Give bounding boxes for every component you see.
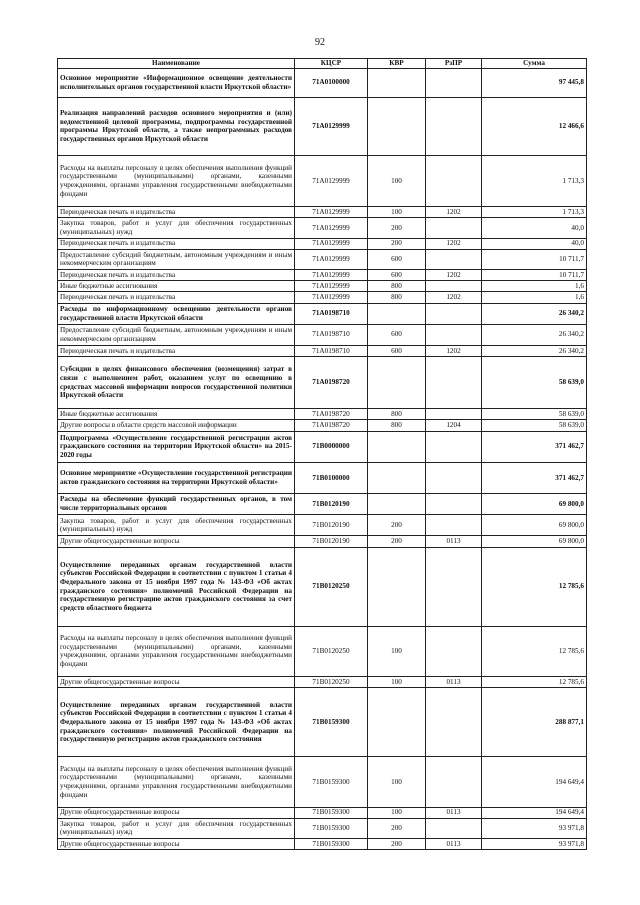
cell-sum: 69 800,0 (482, 536, 587, 547)
table-row (58, 420, 587, 431)
table-row (58, 626, 587, 676)
cell-rzpr: 1202 (426, 207, 482, 218)
cell-name: Другие общегосударственные вопросы (58, 807, 295, 818)
cell-rzpr (426, 431, 482, 462)
cell-kcsr: 71А0100000 (295, 68, 368, 97)
cell-kcsr: 71В0159300 (295, 807, 368, 818)
cell-kvr: 200 (368, 838, 426, 849)
cell-kcsr: 71А0129999 (295, 97, 368, 155)
cell-sum: 40,0 (482, 238, 587, 249)
cell-sum: 58 639,0 (482, 357, 587, 409)
cell-kcsr: 71А0198710 (295, 345, 368, 356)
cell-kvr: 800 (368, 409, 426, 420)
table-row (58, 324, 587, 345)
cell-sum: 26 340,2 (482, 303, 587, 324)
cell-kcsr: 71А0129999 (295, 281, 368, 292)
cell-sum: 194 649,4 (482, 807, 587, 818)
cell-name: Подпрограмма «Осуществление государственной регистрации актов гражданского состояния на территории Иркутской области» на 2015-2020 годы (58, 431, 295, 462)
cell-kcsr: 71А0198720 (295, 420, 368, 431)
cell-name: Периодическая печать и издательства (58, 345, 295, 356)
cell-kcsr: 71А0129999 (295, 292, 368, 303)
cell-rzpr (426, 303, 482, 324)
cell-sum: 288 877,1 (482, 688, 587, 757)
table-row (58, 547, 587, 626)
cell-kvr (368, 431, 426, 462)
cell-kvr: 600 (368, 324, 426, 345)
cell-name: Периодическая печать и издательства (58, 238, 295, 249)
cell-sum: 26 340,2 (482, 324, 587, 345)
cell-name: Расходы на выплаты персоналу в целях обеспечения выполнения функций государственными (муниципальными) органами, казенными учреждениями, органами управления государственными внебюджетными фондами (58, 626, 295, 676)
cell-kvr: 600 (368, 345, 426, 356)
table-row (58, 303, 587, 324)
table-header-row (58, 59, 587, 69)
cell-name: Осуществление переданных органам государственной власти субъектов Российской Федерации в соответствии с пунктом 1 статьи 4 Федерального закона от 15 ноября 1997 года № 143-ФЗ «Об актах гражданского состояния» полномочий Российской Федерации на государственную регистрацию актов гражданского состояния за счет средств областного бюджета (58, 547, 295, 626)
header-sum: Сумма (482, 59, 587, 69)
cell-kcsr: 71В0159300 (295, 688, 368, 757)
cell-sum: 194 649,4 (482, 757, 587, 807)
cell-kcsr: 71В0120190 (295, 536, 368, 547)
cell-rzpr (426, 757, 482, 807)
header-kcsr: КЦСР (295, 59, 368, 69)
cell-rzpr (426, 281, 482, 292)
cell-sum: 69 800,0 (482, 494, 587, 515)
cell-sum: 58 639,0 (482, 409, 587, 420)
cell-kvr: 200 (368, 238, 426, 249)
table-row (58, 292, 587, 303)
cell-rzpr: 1202 (426, 238, 482, 249)
cell-kvr: 800 (368, 292, 426, 303)
table-row (58, 238, 587, 249)
cell-kcsr: 71В0000000 (295, 431, 368, 462)
cell-kcsr: 71В0159300 (295, 838, 368, 849)
header-name: Наименование (58, 59, 295, 69)
cell-kcsr: 71В0120190 (295, 494, 368, 515)
table-row (58, 757, 587, 807)
cell-sum: 69 800,0 (482, 515, 587, 536)
cell-kcsr: 71А0198720 (295, 357, 368, 409)
cell-kvr: 100 (368, 807, 426, 818)
cell-rzpr (426, 97, 482, 155)
header-kvr: КВР (368, 59, 426, 69)
cell-name: Основное мероприятие «Информационное освещение деятельности исполнительных органов государственной власти Иркутской области» (58, 68, 295, 97)
cell-sum: 93 971,8 (482, 838, 587, 849)
table-row (58, 807, 587, 818)
cell-kcsr: 71В0120250 (295, 626, 368, 676)
cell-kvr: 800 (368, 420, 426, 431)
cell-name: Расходы на обеспечение функций государственных органов, в том числе территориальных органов (58, 494, 295, 515)
cell-kcsr: 71А0198710 (295, 324, 368, 345)
cell-sum: 58 639,0 (482, 420, 587, 431)
cell-rzpr: 1202 (426, 269, 482, 280)
table-row (58, 515, 587, 536)
cell-kvr (368, 357, 426, 409)
cell-rzpr (426, 409, 482, 420)
cell-rzpr (426, 357, 482, 409)
cell-kvr: 200 (368, 515, 426, 536)
cell-name: Реализация направлений расходов основного мероприятия и (или) ведомственной целевой программы, подпрограммы государственной программы Иркутской области, а также непрограммных расходов государственных органов Иркутской области (58, 97, 295, 155)
cell-name: Предоставление субсидий бюджетным, автономным учреждениям и иным некоммерческим организациям (58, 324, 295, 345)
table-row (58, 494, 587, 515)
cell-name: Расходы на выплаты персоналу в целях обеспечения выполнения функций государственными (муниципальными) органами, казенными учреждениями, органами управления государственными внебюджетными фондами (58, 757, 295, 807)
cell-name: Закупка товаров, работ и услуг для обеспечения государственных (муниципальных) нужд (58, 515, 295, 536)
table-row (58, 249, 587, 269)
cell-kvr (368, 494, 426, 515)
cell-kvr (368, 547, 426, 626)
cell-sum: 12 466,6 (482, 97, 587, 155)
cell-rzpr (426, 494, 482, 515)
table-row (58, 68, 587, 97)
cell-rzpr: 1204 (426, 420, 482, 431)
cell-sum: 93 971,8 (482, 818, 587, 838)
cell-kcsr: 71В0159300 (295, 757, 368, 807)
cell-sum: 12 785,6 (482, 547, 587, 626)
cell-kvr: 100 (368, 626, 426, 676)
table-row (58, 838, 587, 849)
cell-kvr: 100 (368, 676, 426, 687)
cell-name: Другие общегосударственные вопросы (58, 536, 295, 547)
cell-sum: 1,6 (482, 281, 587, 292)
cell-name: Предоставление субсидий бюджетным, автономным учреждениям и иным некоммерческим организациям (58, 249, 295, 269)
table-row (58, 156, 587, 207)
budget-table (57, 58, 587, 850)
cell-kcsr: 71А0198720 (295, 409, 368, 420)
cell-name: Другие вопросы в области средств массовой информации (58, 420, 295, 431)
table-row (58, 688, 587, 757)
cell-sum: 1 713,3 (482, 207, 587, 218)
cell-kcsr: 71А0129999 (295, 218, 368, 238)
cell-rzpr (426, 515, 482, 536)
cell-name: Периодическая печать и издательства (58, 292, 295, 303)
cell-name: Основное мероприятие «Осуществление государственной регистрации актов гражданского состояния на территории Иркутской области» (58, 462, 295, 493)
cell-kcsr: 71В0120250 (295, 676, 368, 687)
cell-name: Иные бюджетные ассигнования (58, 281, 295, 292)
cell-kvr: 600 (368, 269, 426, 280)
table-row (58, 409, 587, 420)
cell-kvr (368, 97, 426, 155)
cell-kvr: 200 (368, 818, 426, 838)
table-row (58, 818, 587, 838)
table-row (58, 676, 587, 687)
table-row (58, 269, 587, 280)
cell-name: Другие общегосударственные вопросы (58, 838, 295, 849)
cell-rzpr: 0113 (426, 676, 482, 687)
cell-rzpr: 0113 (426, 838, 482, 849)
table-row (58, 97, 587, 155)
cell-sum: 97 445,8 (482, 68, 587, 97)
cell-name: Осуществление переданных органам государственной власти субъектов Российской Федерации в соответствии с пунктом 1 статьи 4 Федерального закона от 15 ноября 1997 года № 143-ФЗ «Об актах гражданского состояния» полномочий Российской Федерации на государственную регистрацию актов гражданского состояния (58, 688, 295, 757)
cell-kvr: 800 (368, 281, 426, 292)
cell-kvr (368, 688, 426, 757)
header-rzpr: РзПР (426, 59, 482, 69)
cell-kcsr: 71А0129999 (295, 238, 368, 249)
cell-rzpr: 1202 (426, 345, 482, 356)
table-row (58, 218, 587, 238)
cell-kcsr: 71А0129999 (295, 269, 368, 280)
cell-kvr: 600 (368, 249, 426, 269)
cell-sum: 1 713,3 (482, 156, 587, 207)
cell-kvr (368, 68, 426, 97)
table-row (58, 357, 587, 409)
cell-kcsr: 71В0159300 (295, 818, 368, 838)
cell-rzpr (426, 688, 482, 757)
table-row (58, 281, 587, 292)
cell-sum: 12 785,6 (482, 626, 587, 676)
cell-rzpr: 0113 (426, 807, 482, 818)
cell-kvr: 200 (368, 218, 426, 238)
cell-name: Закупка товаров, работ и услуг для обеспечения государственных (муниципальных) нужд (58, 218, 295, 238)
table-row (58, 462, 587, 493)
cell-name: Иные бюджетные ассигнования (58, 409, 295, 420)
cell-rzpr (426, 818, 482, 838)
cell-rzpr (426, 324, 482, 345)
table-row (58, 431, 587, 462)
cell-kcsr: 71В0120190 (295, 515, 368, 536)
cell-kvr (368, 303, 426, 324)
table-body (58, 68, 587, 849)
cell-name: Периодическая печать и издательства (58, 207, 295, 218)
page-number: 92 (315, 37, 325, 48)
cell-sum: 40,0 (482, 218, 587, 238)
table-row (58, 345, 587, 356)
cell-name: Расходы по информационному освещению деятельности органов государственной власти Иркутской области (58, 303, 295, 324)
cell-kcsr: 71А0129999 (295, 207, 368, 218)
cell-kcsr: 71А0129999 (295, 156, 368, 207)
cell-kvr: 100 (368, 207, 426, 218)
cell-kcsr: 71А0129999 (295, 249, 368, 269)
cell-rzpr (426, 68, 482, 97)
cell-sum: 1,6 (482, 292, 587, 303)
cell-name: Периодическая печать и издательства (58, 269, 295, 280)
cell-rzpr (426, 462, 482, 493)
cell-name: Субсидии в целях финансового обеспечения (возмещения) затрат в связи с выполнением работ, оказанием услуг по освещению в средствах массовой информации вопросов государственной политики Иркутской области (58, 357, 295, 409)
cell-sum: 371 462,7 (482, 431, 587, 462)
cell-rzpr: 1202 (426, 292, 482, 303)
cell-sum: 10 711,7 (482, 269, 587, 280)
cell-sum: 10 711,7 (482, 249, 587, 269)
cell-sum: 12 785,6 (482, 676, 587, 687)
cell-kvr (368, 462, 426, 493)
cell-kcsr: 71В0120250 (295, 547, 368, 626)
cell-name: Расходы на выплаты персоналу в целях обеспечения выполнения функций государственными (муниципальными) органами, казенными учреждениями, органами управления государственными внебюджетными фондами (58, 156, 295, 207)
cell-rzpr (426, 156, 482, 207)
cell-kvr: 100 (368, 156, 426, 207)
cell-name: Закупка товаров, работ и услуг для обеспечения государственных (муниципальных) нужд (58, 818, 295, 838)
cell-rzpr (426, 626, 482, 676)
cell-rzpr: 0113 (426, 536, 482, 547)
table-row (58, 536, 587, 547)
cell-sum: 371 462,7 (482, 462, 587, 493)
cell-rzpr (426, 547, 482, 626)
cell-kcsr: 71А0198710 (295, 303, 368, 324)
cell-rzpr (426, 249, 482, 269)
cell-kcsr: 71В0100000 (295, 462, 368, 493)
table-row (58, 207, 587, 218)
cell-rzpr (426, 218, 482, 238)
cell-kvr: 200 (368, 536, 426, 547)
cell-kvr: 100 (368, 757, 426, 807)
cell-sum: 26 340,2 (482, 345, 587, 356)
cell-name: Другие общегосударственные вопросы (58, 676, 295, 687)
